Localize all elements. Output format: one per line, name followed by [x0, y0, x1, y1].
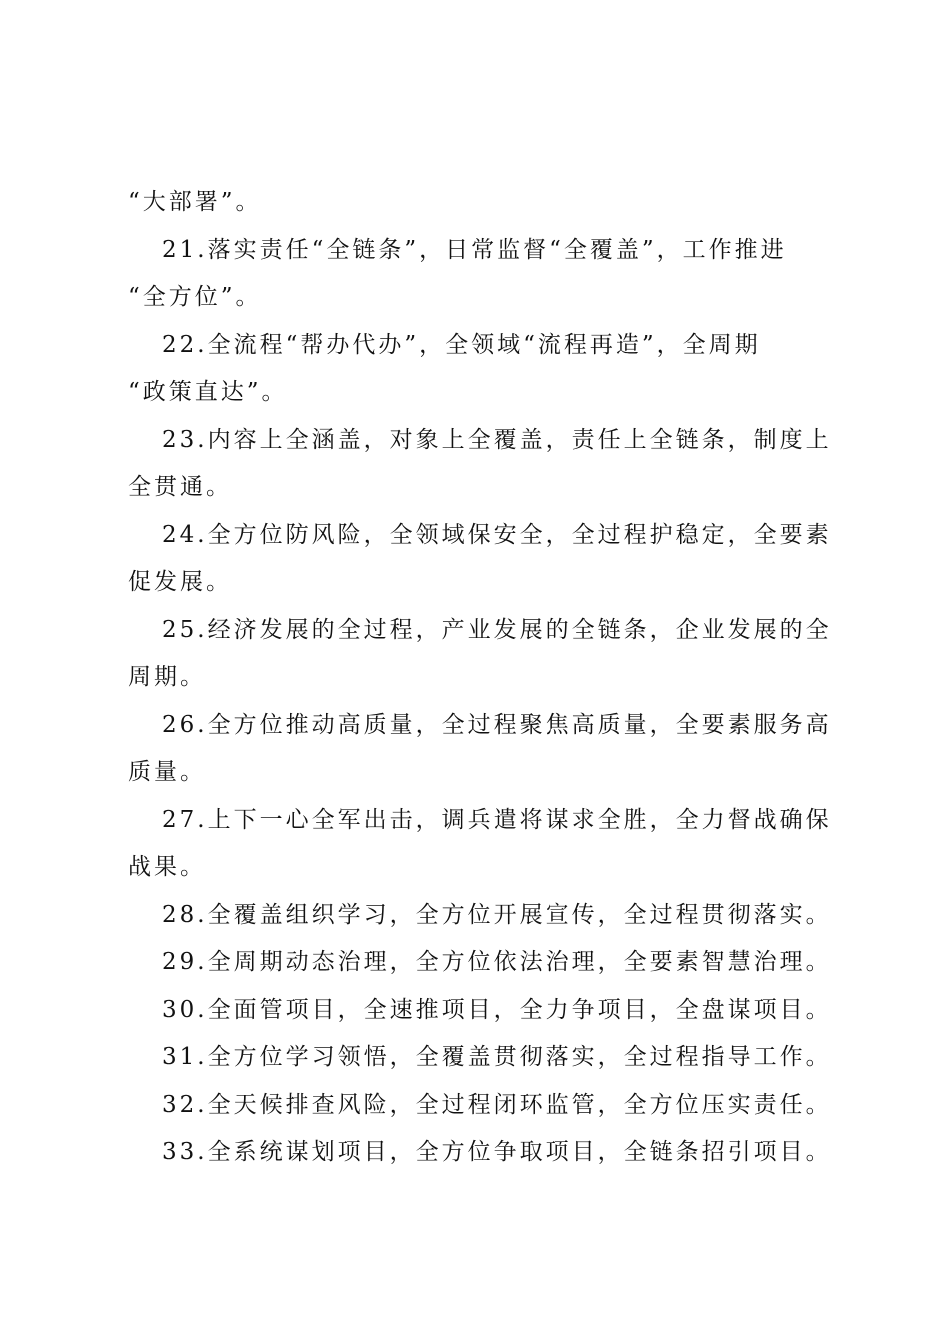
list-item-32: 32.全天候排查风险，全过程闭环监管，全方位压实责任。	[162, 1091, 832, 1118]
list-item-21: 21.落实责任“全链条”，日常监督“全覆盖”，工作推进	[162, 236, 787, 263]
list-item-30: 30.全面管项目，全速推项目，全力争项目，全盘谋项目。	[162, 996, 832, 1023]
list-item-33: 33.全系统谋划项目，全方位争取项目，全链条招引项目。	[162, 1139, 832, 1165]
list-item-29: 29.全周期动态治理，全方位依法治理，全要素智慧治理。	[162, 949, 832, 975]
list-item-31: 31.全方位学习领悟，全覆盖贯彻落实，全过程指导工作。	[162, 1044, 832, 1070]
text-line: “政策直达”。	[128, 379, 288, 405]
list-item-26: 26.全方位推动高质量，全过程聚焦高质量，全要素服务高	[162, 711, 832, 738]
text-line: “大部署”。	[128, 189, 262, 215]
text-line: 全贯通。	[128, 474, 232, 500]
text-line: 周期。	[128, 664, 206, 690]
text-line: 质量。	[128, 759, 206, 785]
text-line: 促发展。	[128, 569, 232, 595]
list-item-23: 23.内容上全涵盖，对象上全覆盖，责任上全链条，制度上	[162, 426, 832, 453]
list-item-24: 24.全方位防风险，全领域保安全，全过程护稳定，全要素	[162, 521, 832, 548]
document-body	[128, 179, 834, 1177]
list-item-28: 28.全覆盖组织学习，全方位开展宣传，全过程贯彻落实。	[162, 901, 832, 928]
text-line: “全方位”。	[128, 284, 262, 310]
text-line: 战果。	[128, 854, 206, 880]
list-item-22: 22.全流程“帮办代办”，全领域“流程再造”，全周期	[162, 331, 761, 358]
list-item-27: 27.上下一心全军出击，调兵遣将谋求全胜，全力督战确保	[162, 806, 832, 833]
list-item-25: 25.经济发展的全过程，产业发展的全链条，企业发展的全	[162, 616, 832, 643]
